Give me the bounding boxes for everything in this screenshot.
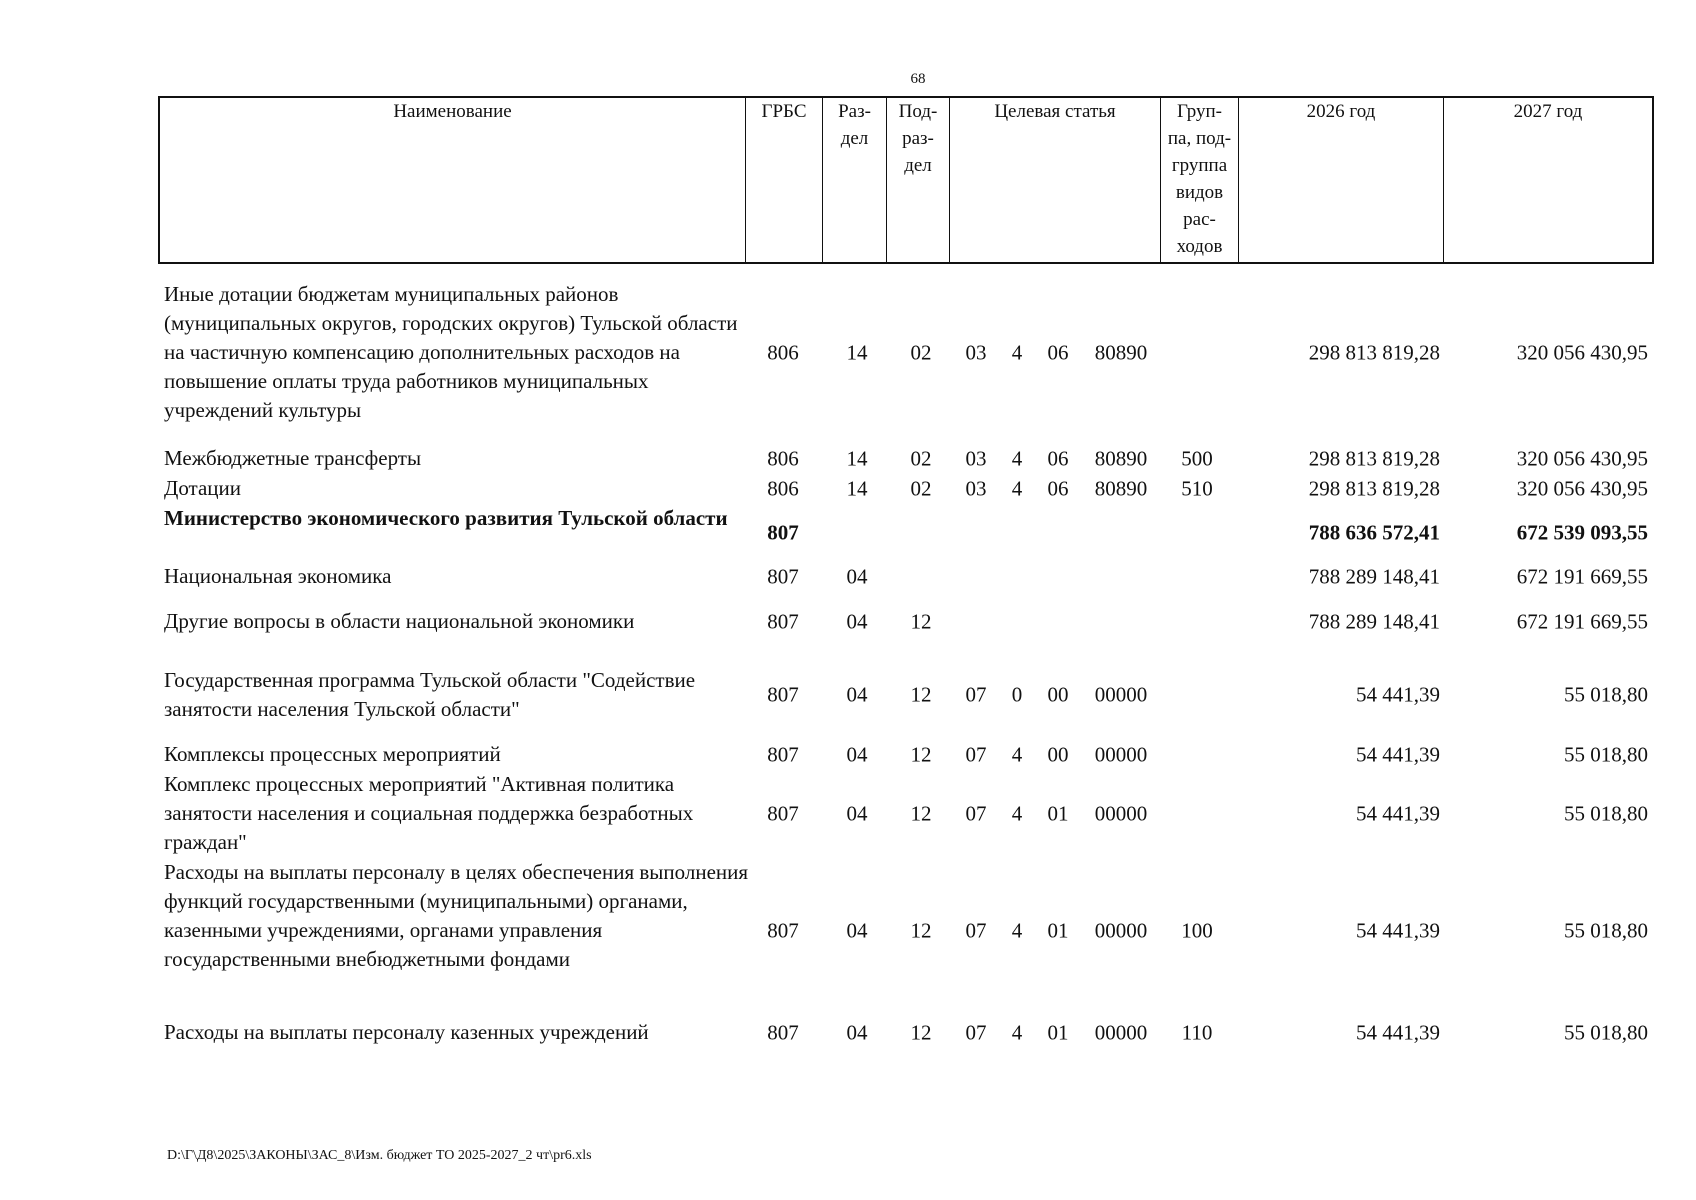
row-podrazdel: 12 [910, 682, 932, 707]
row-grbs: 806 [767, 446, 799, 471]
row-amount-2027: 672 191 669,55 [1516, 609, 1648, 634]
row-target-direction: 00000 [1094, 918, 1148, 942]
header-target-article: Целевая статья [994, 101, 1116, 122]
row-target-type: 4 [1011, 1020, 1023, 1045]
table-row [0, 770, 1696, 858]
row-podrazdel: 12 [910, 609, 932, 634]
row-grbs: 807 [767, 609, 799, 634]
row-amount-2026: 788 636 572,41 [1308, 520, 1440, 545]
table-row [0, 280, 1696, 425]
row-grbs: 807 [767, 682, 799, 707]
row-target-program: 03 [965, 476, 987, 501]
row-razdel: 14 [846, 446, 868, 471]
row-amount-2026: 298 813 819,28 [1308, 476, 1440, 501]
row-target-sub: 00 [1047, 682, 1069, 707]
row-amount-2026: 54 441,39 [1356, 1020, 1440, 1045]
row-target-type: 0 [1011, 682, 1023, 707]
row-target-direction: 00000 [1094, 801, 1148, 826]
row-target-sub: 01 [1047, 1020, 1069, 1045]
row-podrazdel: 12 [910, 1020, 932, 1045]
row-target-program: 03 [965, 340, 987, 364]
row-target-sub: 06 [1047, 340, 1069, 364]
row-target-sub: 06 [1047, 476, 1069, 501]
row-amount-2027: 55 018,80 [1564, 682, 1648, 707]
header-grbs: ГРБС [761, 101, 807, 122]
row-amount-2026: 788 289 148,41 [1308, 564, 1440, 589]
row-grbs: 807 [767, 1020, 799, 1045]
table-row [0, 444, 1696, 474]
row-amount-2027: 320 056 430,95 [1516, 340, 1648, 364]
row-target-direction: 80890 [1094, 476, 1148, 501]
row-target-direction: 00000 [1094, 742, 1148, 767]
row-name: Национальная экономика [164, 564, 392, 588]
header-podrazdel: Под- раз- дел [898, 101, 938, 176]
row-amount-2027: 672 539 093,55 [1516, 520, 1648, 545]
row-amount-2027: 55 018,80 [1564, 742, 1648, 767]
row-target-type: 4 [1011, 801, 1023, 826]
row-amount-2026: 298 813 819,28 [1308, 446, 1440, 471]
row-razdel: 04 [846, 1020, 868, 1045]
row-target-sub: 06 [1047, 446, 1069, 471]
row-podrazdel: 02 [910, 446, 932, 471]
header-2026: 2026 год [1306, 101, 1376, 122]
row-amount-2027: 55 018,80 [1564, 1020, 1648, 1045]
row-target-direction: 00000 [1094, 682, 1148, 707]
row-target-sub: 00 [1047, 742, 1069, 767]
row-amount-2026: 54 441,39 [1356, 918, 1440, 942]
row-target-program: 07 [965, 801, 987, 826]
row-target-sub: 01 [1047, 918, 1069, 942]
row-grbs: 807 [767, 918, 799, 942]
row-name: Министерство экономического развития Тульской области [164, 506, 728, 530]
row-target-type: 4 [1011, 340, 1023, 364]
row-expense-group: 510 [1181, 476, 1213, 501]
row-grbs: 807 [767, 742, 799, 767]
row-target-program: 07 [965, 1020, 987, 1045]
row-name: Дотации [164, 476, 242, 500]
row-expense-group: 110 [1181, 1020, 1213, 1045]
row-name: Иные дотации бюджетам муниципальных районов (муниципальных округов, городских округов) Тульской области на частичную компенсацию дополнительных расходов на повышение оплаты труда работников муниципальных учреждений культуры [164, 282, 738, 422]
row-target-type: 4 [1011, 476, 1023, 501]
row-amount-2026: 54 441,39 [1356, 682, 1440, 707]
header-expense-group: Груп- па, под- группа видов рас- ходов [1167, 101, 1232, 257]
table-row [0, 666, 1696, 724]
row-name: Расходы на выплаты персоналу в целях обеспечения выполнения функций государственными (муниципальными) органами, казенными учреждениями, органами управления государственными внебюджетными фондами [164, 860, 749, 971]
header-2027: 2027 год [1513, 101, 1583, 122]
table-row [0, 474, 1696, 504]
table-row [0, 858, 1696, 1003]
row-amount-2026: 788 289 148,41 [1308, 609, 1440, 634]
row-target-program: 07 [965, 742, 987, 767]
row-grbs: 806 [767, 476, 799, 501]
header-razdel: Раз- дел [838, 101, 871, 149]
row-expense-group: 100 [1181, 918, 1213, 942]
file-path-footer: D:\Г\Д8\2025\ЗАКОНЫ\ЗАС_8\Изм. бюджет ТО 2025-2027_2 чт\pr6.xls [167, 1148, 592, 1163]
row-amount-2026: 298 813 819,28 [1308, 340, 1440, 364]
row-target-program: 03 [965, 446, 987, 471]
row-razdel: 04 [846, 801, 868, 826]
row-razdel: 04 [846, 742, 868, 767]
row-amount-2026: 54 441,39 [1356, 742, 1440, 767]
row-razdel: 04 [846, 609, 868, 634]
row-podrazdel: 02 [910, 476, 932, 501]
row-name: Другие вопросы в области национальной экономики [164, 609, 635, 633]
row-name: Расходы на выплаты персоналу казенных учреждений [164, 1020, 649, 1044]
row-amount-2026: 54 441,39 [1356, 801, 1440, 826]
row-razdel: 04 [846, 682, 868, 707]
header-name: Наименование [393, 101, 512, 122]
row-target-direction: 00000 [1094, 1020, 1148, 1045]
row-razdel: 14 [846, 340, 868, 364]
table-row [0, 740, 1696, 770]
row-target-direction: 80890 [1094, 446, 1148, 471]
row-razdel: 04 [846, 918, 868, 942]
table-row [0, 562, 1696, 592]
table-row [0, 607, 1696, 637]
row-name: Государственная программа Тульской области "Содействие занятости населения Тульской области" [164, 668, 696, 721]
row-target-type: 4 [1011, 446, 1023, 471]
row-amount-2027: 672 191 669,55 [1516, 564, 1648, 589]
row-target-program: 07 [965, 918, 987, 942]
row-target-direction: 80890 [1094, 340, 1148, 364]
row-grbs: 806 [767, 340, 799, 364]
row-target-program: 07 [965, 682, 987, 707]
row-podrazdel: 02 [910, 340, 932, 364]
row-expense-group: 500 [1181, 446, 1213, 471]
table-row [0, 504, 1696, 562]
row-podrazdel: 12 [910, 742, 932, 767]
row-name: Комплексы процессных мероприятий [164, 742, 501, 766]
row-amount-2027: 320 056 430,95 [1516, 476, 1648, 501]
row-podrazdel: 12 [910, 918, 932, 942]
row-name: Комплекс процессных мероприятий "Активная политика занятости населения и социальная поддержка безработных граждан" [164, 772, 694, 854]
row-amount-2027: 320 056 430,95 [1516, 446, 1648, 471]
row-target-type: 4 [1011, 918, 1023, 942]
row-grbs: 807 [767, 520, 799, 545]
row-razdel: 14 [846, 476, 868, 501]
row-grbs: 807 [767, 564, 799, 589]
row-grbs: 807 [767, 801, 799, 826]
row-amount-2027: 55 018,80 [1564, 918, 1648, 942]
row-target-type: 4 [1011, 742, 1023, 767]
page-number: 68 [910, 71, 926, 87]
row-razdel: 04 [846, 564, 868, 589]
row-podrazdel: 12 [910, 801, 932, 826]
row-target-sub: 01 [1047, 801, 1069, 826]
row-name: Межбюджетные трансферты [164, 446, 422, 470]
row-amount-2027: 55 018,80 [1564, 801, 1648, 826]
table-row [0, 1018, 1696, 1048]
